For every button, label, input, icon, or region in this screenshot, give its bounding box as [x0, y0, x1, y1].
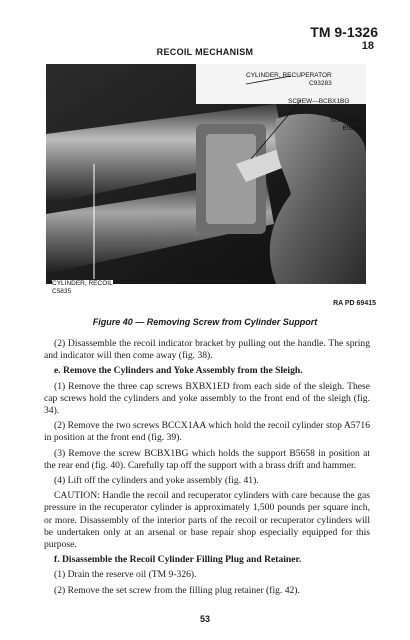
- callout-screw: [288, 98, 349, 106]
- paragraph: (1) Drain the reserve oil (TM 9-326).: [54, 569, 197, 581]
- callout-support-line2: B5658: [342, 125, 362, 132]
- caution-paragraph: CAUTION: Handle the recoil and recuperator cylinders with care because the gas pressure in the recuperator cylinder is approximately 1,500 pounds per square inch, or more. Disassembly of the interior parts of the recoil or recuperator cylinders will be undertaken only at an arsenal or base repair shop especially equipped for this purpose.: [44, 490, 370, 551]
- figure-caption: Figure 40 — Removing Screw from Cylinder Support: [92, 317, 318, 327]
- callout-support: [330, 117, 361, 133]
- callout-recoil-line2: C5835: [52, 288, 72, 295]
- subsection-heading: f. Disassemble the Recoil Cylinder Filling Plug and Retainer.: [54, 554, 302, 566]
- callout-screw-line1: SCREW—BCBX1BG: [288, 98, 350, 105]
- callout-recuperator: [246, 72, 332, 88]
- callout-recuperator-line2: C93283: [308, 80, 332, 87]
- paragraph: (1) Remove the three cap screws BXBX1ED from each side of the sleigh. These cap screws hold the cylinders and yoke assembly to the front end of the sleigh (fig. 34).: [44, 380, 370, 417]
- callout-recoil-line1: CYLINDER, RECOIL: [52, 280, 113, 287]
- header-section-number: 18: [361, 40, 374, 52]
- callout-recoil-cylinder: [52, 280, 113, 296]
- figure-photo: [46, 64, 366, 284]
- paragraph: (2) Remove the two screws BCCX1AA which hold the recoil cylinder stop A5716 in position at the front end (fig. 39).: [44, 420, 370, 444]
- subsection-heading: e. Remove the Cylinders and Yoke Assembly from the Sleigh.: [54, 365, 303, 377]
- ra-number: RA PD 69415: [333, 300, 376, 307]
- header-tm: TM 9-1326: [310, 24, 378, 40]
- callout-recuperator-line1: CYLINDER, RECUPERATOR: [246, 72, 332, 79]
- paragraph: (3) Remove the screw BCBX1BG which holds the support B5658 in position at the rear end (fig. 40). Carefully tap off the support with a brass drift and hammer.: [44, 447, 370, 471]
- paragraph: (2) Disassemble the recoil indicator bracket by pulling out the handle. The spring and indicator will then come away (fig. 38).: [44, 338, 370, 362]
- paragraph: (4) Lift off the cylinders and yoke assembly (fig. 41).: [54, 475, 259, 487]
- page-number: 53: [199, 614, 210, 624]
- photo-illustration: [46, 64, 366, 284]
- section-title: RECOIL MECHANISM: [156, 47, 254, 57]
- callout-support-line1: SUPPORT: [330, 117, 362, 124]
- body-text: [44, 338, 370, 600]
- paragraph: (2) Remove the set screw from the filling plug retainer (fig. 42).: [54, 584, 300, 596]
